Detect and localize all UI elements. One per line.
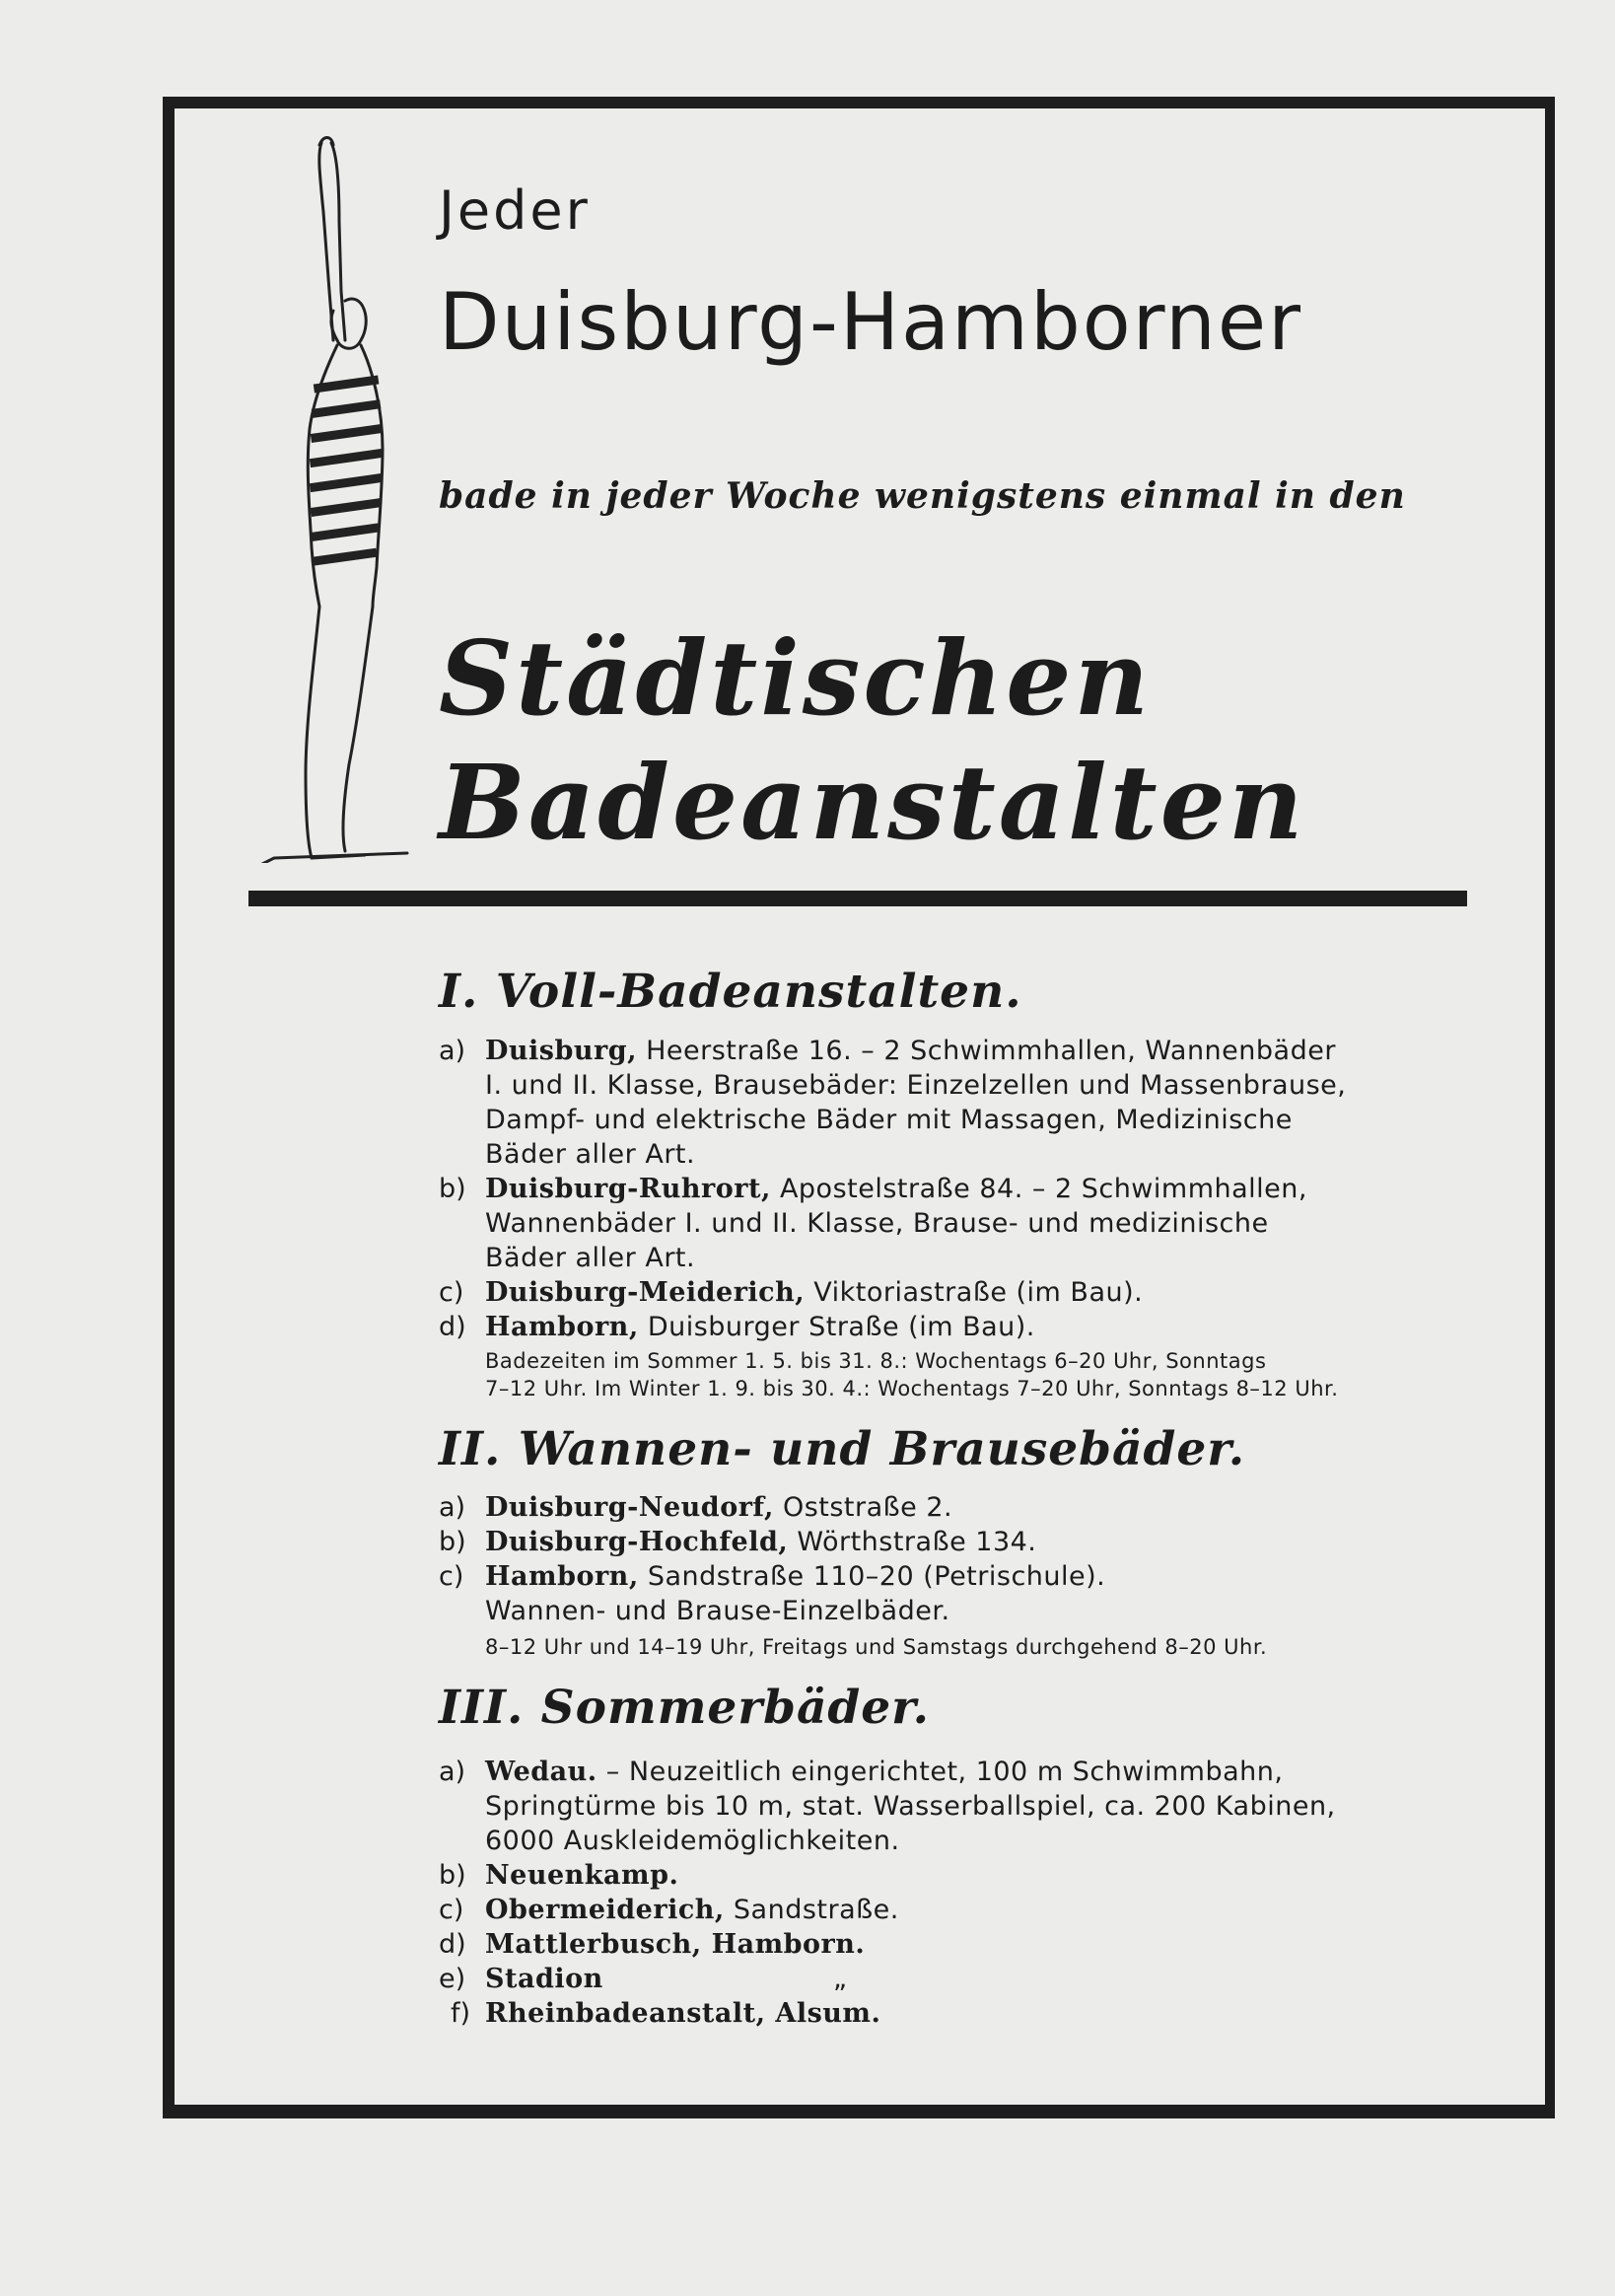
opening-hours-note: Badezeiten im Sommer 1. 5. bis 31. 8.: Wochentags 6–20 Uhr, Sonntags — [485, 1349, 1267, 1373]
list-item-mattlerbusch — [485, 1929, 865, 1960]
item-text: Duisburger Straße (im Bau). — [647, 1312, 1035, 1342]
item-text: Oststraße 2. — [782, 1492, 953, 1523]
heading-jeder: Jeder — [439, 179, 591, 242]
item-name: Wedau. — [485, 1757, 597, 1787]
item-label: b) — [439, 1527, 466, 1557]
item-name: Stadion — [485, 1964, 603, 1994]
list-item-wedau — [485, 1757, 1283, 1787]
item-name: Neuenkamp. — [485, 1860, 679, 1891]
list-item-duisburg-neudorf — [485, 1492, 952, 1523]
list-item-hamborn — [485, 1312, 1035, 1342]
heading-duisburg-hamborner: Duisburg-Hamborner — [439, 276, 1302, 368]
item-name: Duisburg-Meiderich, — [485, 1277, 806, 1308]
item-text: Wannenbäder I. und II. Klasse, Brause- und medizinische — [485, 1208, 1269, 1239]
item-label: b) — [439, 1174, 466, 1204]
list-item-hamborn-sandstrasse — [485, 1561, 1105, 1592]
opening-hours-note: 8–12 Uhr und 14–19 Uhr, Freitags und Samstags durchgehend 8–20 Uhr. — [485, 1635, 1268, 1659]
list-item-duisburg-hochfeld — [485, 1527, 1036, 1557]
item-text: Sandstraße 110–20 (Petrischule). — [647, 1561, 1106, 1592]
item-label: a) — [439, 1492, 466, 1523]
item-text: Wannen- und Brause-Einzelbäder. — [485, 1596, 950, 1626]
list-item-obermeiderich — [485, 1895, 899, 1925]
item-name: Hamborn, — [485, 1561, 639, 1592]
item-label: f) — [451, 1998, 471, 2029]
item-name: Hamborn, — [485, 1312, 639, 1342]
item-label: c) — [439, 1895, 464, 1925]
item-text: Viktoriastraße (im Bau). — [813, 1277, 1144, 1308]
item-text: Dampf- und elektrische Bäder mit Massagen, Medizinische — [485, 1105, 1293, 1135]
title-line-2: Badeanstalten — [439, 742, 1306, 863]
item-label: a) — [439, 1036, 466, 1066]
item-label: c) — [439, 1561, 464, 1592]
item-text: Wörthstraße 134. — [797, 1527, 1037, 1557]
item-label: a) — [439, 1757, 466, 1787]
list-item-neuenkamp — [485, 1860, 678, 1891]
item-label: c) — [439, 1277, 464, 1308]
item-text: 6000 Auskleidemöglichkeiten. — [485, 1826, 900, 1856]
subheading: bade in jeder Woche wenigstens einmal in den — [439, 475, 1406, 517]
divider-rule — [248, 891, 1467, 906]
opening-hours-note: 7–12 Uhr. Im Winter 1. 9. bis 30. 4.: Wochentags 7–20 Uhr, Sonntags 8–12 Uhr. — [485, 1377, 1339, 1400]
diver-illustration — [235, 133, 412, 863]
title-line-1: Städtischen — [439, 617, 1153, 739]
list-item-rheinbadeanstalt — [485, 1998, 880, 2029]
item-name: Duisburg, — [485, 1036, 638, 1066]
item-name: Rheinbadeanstalt, Alsum. — [485, 1998, 881, 2029]
list-item-duisburg-meiderich — [485, 1277, 1143, 1308]
section-title-wannen-und-brausebaeder: II. Wannen- und Brausebäder. — [439, 1422, 1246, 1476]
item-label: d) — [439, 1929, 466, 1960]
item-text: Springtürme bis 10 m, stat. Wasserballspiel, ca. 200 Kabinen, — [485, 1791, 1336, 1822]
item-label: b) — [439, 1860, 466, 1891]
list-item-stadion — [485, 1964, 603, 1994]
item-name: Duisburg-Neudorf, — [485, 1492, 774, 1523]
section-title-sommerbaeder: III. Sommerbäder. — [439, 1681, 930, 1735]
item-name: Mattlerbusch, Hamborn. — [485, 1929, 866, 1960]
ditto-mark: „ — [833, 1964, 848, 1994]
item-name: Obermeiderich, — [485, 1895, 725, 1925]
item-label: d) — [439, 1312, 466, 1342]
item-text: Sandstraße. — [733, 1895, 899, 1925]
item-text: Heerstraße 16. – 2 Schwimmhallen, Wannenbäder — [646, 1036, 1336, 1066]
list-item-duisburg — [485, 1036, 1336, 1066]
section-title-voll-badeanstalten: I. Voll-Badeanstalten. — [439, 965, 1022, 1019]
item-text: – Neuzeitlich eingerichtet, 100 m Schwimmbahn, — [605, 1757, 1284, 1787]
item-name: Duisburg-Hochfeld, — [485, 1527, 789, 1557]
item-name: Duisburg-Ruhrort, — [485, 1174, 771, 1204]
item-text: Bäder aller Art. — [485, 1139, 696, 1170]
item-label: e) — [439, 1964, 466, 1994]
item-text: Bäder aller Art. — [485, 1243, 696, 1273]
list-item-duisburg-ruhrort — [485, 1174, 1307, 1204]
item-text: Apostelstraße 84. – 2 Schwimmhallen, — [779, 1174, 1307, 1204]
item-text: I. und II. Klasse, Brausebäder: Einzelzellen und Massenbrause, — [485, 1070, 1347, 1101]
